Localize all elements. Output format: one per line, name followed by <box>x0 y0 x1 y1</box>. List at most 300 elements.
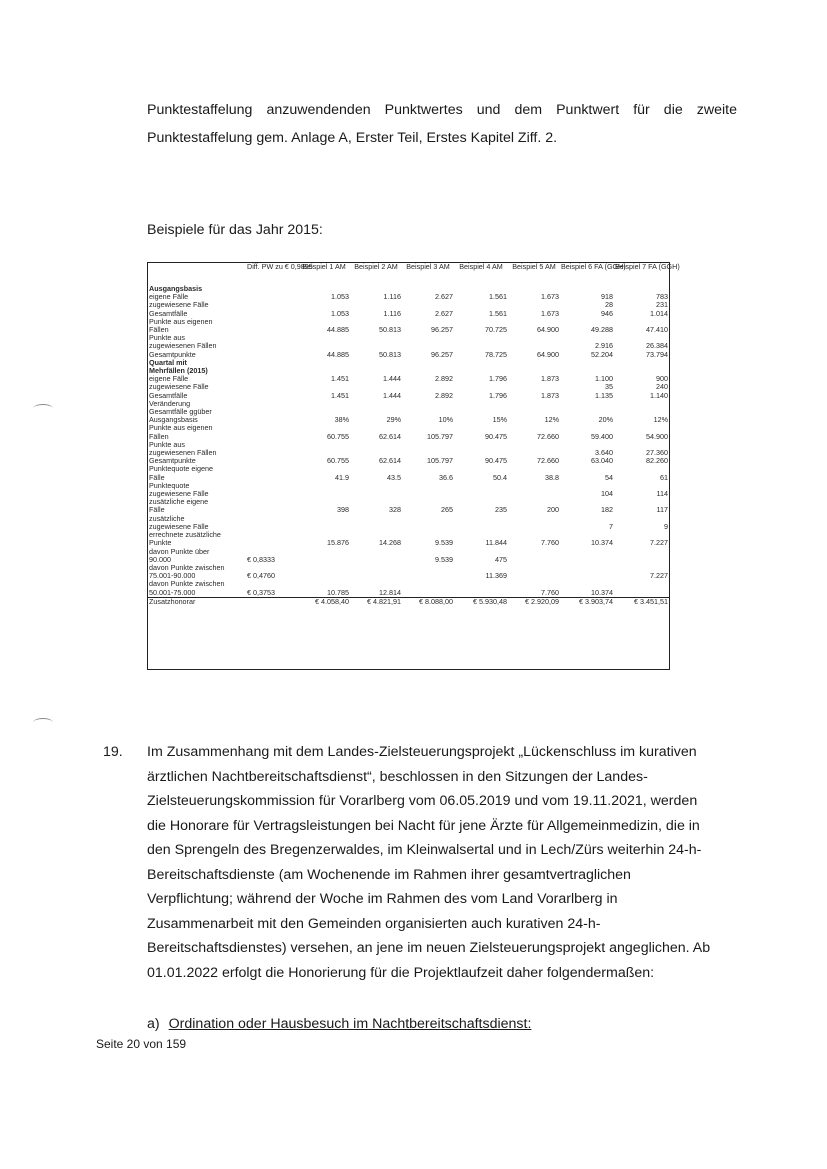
table-cell: 1.100 <box>595 374 613 384</box>
table-cell: 62.614 <box>379 431 401 441</box>
row-label: Gesamtfälle <box>149 390 188 400</box>
table-cell <box>454 359 508 367</box>
table-row <box>148 400 669 408</box>
table-cell: 12% <box>544 415 559 425</box>
table-row <box>148 457 669 465</box>
table-cell <box>246 375 298 383</box>
table-cell: 20% <box>598 415 613 425</box>
table-cell: 78.725 <box>485 349 507 359</box>
table-cell <box>402 441 454 449</box>
table-cell <box>246 424 298 432</box>
table-cell <box>246 474 298 482</box>
table-cell: 1.673 <box>541 292 559 302</box>
table-row <box>148 589 669 598</box>
row-label: zugewiesene Fälle <box>149 382 209 392</box>
table-cell: 12% <box>653 415 668 425</box>
row-label: Punkte aus <box>149 439 185 449</box>
table-cell: 9.539 <box>435 538 453 548</box>
table-row <box>148 556 669 564</box>
row-label: Fälle <box>149 472 165 482</box>
table-cell: 64.900 <box>537 325 559 335</box>
table-row <box>148 465 669 473</box>
table-cell <box>614 400 669 408</box>
table-row <box>148 359 669 367</box>
row-label: Punkte <box>149 538 172 548</box>
table-cell: 105.797 <box>427 431 453 441</box>
table-cell <box>246 400 298 408</box>
table-cell <box>614 556 669 564</box>
table-row <box>148 539 669 547</box>
table-row <box>148 408 669 416</box>
table-cell <box>298 441 350 449</box>
table-cell: 7 <box>609 521 613 531</box>
table-cell <box>298 523 350 531</box>
table-cell <box>350 490 402 498</box>
table-cell: € 3.451,51 <box>614 597 669 606</box>
row-label: zugewiesene Fälle <box>149 489 209 499</box>
table-cell <box>246 457 298 465</box>
table-cell: 2.892 <box>435 390 453 400</box>
table-cell: 1.451 <box>331 374 349 384</box>
table-cell <box>246 301 298 309</box>
table-cell: 2.892 <box>435 374 453 384</box>
row-label: Fällen <box>149 325 169 335</box>
table-cell: 26.384 <box>646 341 668 351</box>
sub-item-heading: Ordination oder Hausbesuch im Nachtbereitschaftsdienst: <box>168 1016 532 1032</box>
table-cell: 50.813 <box>379 325 401 335</box>
table-cell <box>402 589 454 598</box>
table-cell <box>298 400 350 408</box>
column-header: Beispiel 2 AM <box>354 262 398 271</box>
row-label: zusätzliche <box>149 513 185 523</box>
table-cell: 96.257 <box>431 349 453 359</box>
table-cell <box>508 359 560 367</box>
examples-table-grid <box>148 262 680 606</box>
intro-line: Punktestaffelung anzuwendenden Punktwertes und dem Punktwert für die zweite <box>147 102 737 118</box>
item-19-line: 01.01.2022 erfolgt die Honorierung für die Projektlaufzeit daher folgendermaßen: <box>147 964 655 981</box>
table-cell: 44.885 <box>327 349 349 359</box>
table-cell: 36.6 <box>439 472 453 482</box>
table-cell <box>350 523 402 531</box>
table-cell: 2.627 <box>435 292 453 302</box>
row-label: Punkte aus <box>149 333 185 343</box>
row-label: davon Punkte zwischen <box>149 562 225 572</box>
row-label: zugewiesene Fälle <box>149 521 209 531</box>
row-label: Fällen <box>149 431 169 441</box>
table-cell: € 8.088,00 <box>402 597 454 606</box>
table-cell <box>246 416 298 424</box>
table-row <box>148 367 669 375</box>
table-cell <box>560 564 614 572</box>
row-label: Veränderung <box>149 398 191 408</box>
table-row <box>148 301 669 309</box>
table-cell <box>508 482 560 490</box>
item-number: 19. <box>103 744 123 760</box>
table-cell: 918 <box>601 292 613 302</box>
row-label: Punkte aus eigenen <box>149 423 213 433</box>
row-label: eigene Fälle <box>149 374 189 384</box>
table-row <box>148 482 669 490</box>
table-cell: 1.444 <box>383 390 401 400</box>
table-cell: 29% <box>386 415 401 425</box>
table-cell <box>508 523 560 531</box>
table-cell <box>402 572 454 580</box>
table-cell <box>454 589 508 598</box>
table-cell <box>454 580 508 588</box>
table-cell <box>246 342 298 350</box>
row-label: Gesamtpunkte <box>149 456 196 466</box>
table-cell: 240 <box>656 382 668 392</box>
column-header: Beispiel 6 FA (GGH) <box>561 262 626 271</box>
table-row <box>148 433 669 441</box>
table-cell: 54 <box>605 472 613 482</box>
row-label: Ausgangsbasis <box>149 415 198 425</box>
table-cell: 15.876 <box>327 538 349 548</box>
item-19-line: Verpflichtung; während der Woche im Rahmen des vom Land Vorarlberg in <box>147 891 618 907</box>
row-label: Punkte aus eigenen <box>149 316 213 326</box>
table-cell: 73.794 <box>646 349 668 359</box>
table-cell: 398 <box>337 505 349 515</box>
table-cell <box>560 515 614 523</box>
table-cell <box>454 523 508 531</box>
row-label: 50.001-75.000 <box>149 587 196 597</box>
table-cell <box>246 318 298 326</box>
table-cell <box>454 400 508 408</box>
table-cell <box>246 515 298 523</box>
table-row <box>148 515 669 523</box>
table-cell <box>614 359 669 367</box>
table-row <box>148 310 669 318</box>
row-label: eigene Fälle <box>149 292 189 302</box>
table-cell <box>350 359 402 367</box>
table-cell: 475 <box>495 554 507 564</box>
table-cell <box>350 515 402 523</box>
table-cell <box>402 564 454 572</box>
table-cell <box>246 482 298 490</box>
examples-caption: Beispiele für das Jahr 2015: <box>147 222 323 238</box>
row-label: zugewiesenen Fällen <box>149 341 217 351</box>
row-label: zusätzliche eigene <box>149 497 209 507</box>
table-cell: 1.444 <box>383 374 401 384</box>
table-cell: 235 <box>495 505 507 515</box>
table-cell: 114 <box>656 489 668 499</box>
table-cell: 44.885 <box>327 325 349 335</box>
intro-paragraph <box>147 96 737 152</box>
scan-mark <box>33 404 53 413</box>
table-cell: 946 <box>601 308 613 318</box>
row-label: zugewiesenen Fällen <box>149 448 217 458</box>
table-cell <box>454 482 508 490</box>
table-cell <box>246 498 298 506</box>
table-cell: 41.9 <box>335 472 349 482</box>
table-cell <box>298 515 350 523</box>
table-cell: 35 <box>605 382 613 392</box>
table-cell <box>614 548 669 556</box>
table-cell <box>508 548 560 556</box>
table-cell <box>246 310 298 318</box>
table-cell <box>350 482 402 490</box>
table-row <box>148 416 669 424</box>
table-cell: 47.410 <box>646 325 668 335</box>
table-cell: 60.755 <box>327 431 349 441</box>
table-cell <box>402 523 454 531</box>
table-cell: 82.260 <box>646 456 668 466</box>
row-label: Fälle <box>149 505 165 515</box>
table-cell <box>350 572 402 580</box>
table-cell <box>402 359 454 367</box>
table-cell: 1.873 <box>541 390 559 400</box>
row-label: Punktequote eigene <box>149 464 213 474</box>
table-cell <box>350 548 402 556</box>
table-row <box>148 334 669 342</box>
table-cell <box>508 334 560 342</box>
table-cell <box>246 285 298 293</box>
column-header <box>148 263 246 285</box>
table-row <box>148 441 669 449</box>
table-cell <box>298 556 350 564</box>
table-row <box>148 597 669 606</box>
table-cell <box>560 556 614 564</box>
table-cell: 7.760 <box>541 587 559 597</box>
row-label: errechnete zusätzliche <box>149 530 221 540</box>
table-row <box>148 548 669 556</box>
table-cell <box>508 441 560 449</box>
table-cell: 27.360 <box>646 448 668 458</box>
table-cell <box>454 515 508 523</box>
table-cell <box>298 359 350 367</box>
table-cell: 14.268 <box>379 538 401 548</box>
table-cell: 59.400 <box>591 431 613 441</box>
row-label: davon Punkte zwischen <box>149 579 225 589</box>
table-cell: 105.797 <box>427 456 453 466</box>
table-cell: 328 <box>389 505 401 515</box>
table-cell: 49.288 <box>591 325 613 335</box>
table-cell <box>614 589 669 598</box>
table-cell <box>246 433 298 441</box>
row-label: davon Punkte über <box>149 546 210 556</box>
table-cell: 3.640 <box>595 448 613 458</box>
table-cell: € 2.920,09 <box>508 597 560 606</box>
table-cell: 2.627 <box>435 308 453 318</box>
table-cell: 7.227 <box>650 538 668 548</box>
table-cell: 1.053 <box>331 292 349 302</box>
table-cell <box>298 548 350 556</box>
table-cell <box>246 392 298 400</box>
table-cell <box>508 556 560 564</box>
table-cell: 1.873 <box>541 374 559 384</box>
table-cell: 54.900 <box>646 431 668 441</box>
table-cell: 90.475 <box>485 456 507 466</box>
item-19-line: den Sprengeln des Bregenzerwaldes, im Kleinwalsertal und in Lech/Zürs weiterhin 24-h- <box>147 842 702 858</box>
item-19-line: die Honorare für Vertragsleistungen bei Nacht für jene Ärzte für Allgemeinmedizin, die in <box>147 817 700 834</box>
table-row <box>148 375 669 383</box>
table-cell: 10.374 <box>591 538 613 548</box>
table-cell: 7.760 <box>541 538 559 548</box>
table-cell: 63.040 <box>591 456 613 466</box>
row-label: Quartal mit <box>149 357 187 367</box>
table-cell: 10.785 <box>327 587 349 597</box>
table-row <box>148 351 669 359</box>
table-row <box>148 392 669 400</box>
item-19-line: Bereitschaftsdienste (am Wochenende im Rahmen ihrer gesamtvertraglichen <box>147 866 631 883</box>
table-cell: 60.755 <box>327 456 349 466</box>
table-cell <box>454 441 508 449</box>
table-cell: 1.053 <box>331 308 349 318</box>
table-cell: 10.374 <box>591 587 613 597</box>
table-cell <box>350 441 402 449</box>
table-cell <box>246 506 298 514</box>
table-cell: 265 <box>441 505 453 515</box>
table-cell: 15% <box>492 415 507 425</box>
item-19-paragraph <box>147 740 737 985</box>
table-cell <box>246 523 298 531</box>
table-cell <box>454 490 508 498</box>
table-cell: 64.900 <box>537 349 559 359</box>
table-cell <box>508 564 560 572</box>
table-cell: 11.369 <box>485 571 507 581</box>
table-cell: 38% <box>334 415 349 425</box>
table-row <box>148 498 669 506</box>
table-cell <box>246 326 298 334</box>
item-19-line: Im Zusammenhang mit dem Landes-Zielsteuerungsprojekt „Lückenschluss im kurativen <box>147 744 697 760</box>
table-row <box>148 383 669 391</box>
table-cell <box>402 490 454 498</box>
table-cell: 9.539 <box>435 554 453 564</box>
table-cell <box>246 531 298 539</box>
table-cell: 1.135 <box>595 390 613 400</box>
table-cell: 182 <box>601 505 613 515</box>
table-cell <box>298 572 350 580</box>
table-cell <box>508 400 560 408</box>
table-cell <box>402 482 454 490</box>
table-cell: 43.5 <box>387 472 401 482</box>
row-label: zugewiesene Fälle <box>149 300 209 310</box>
table-cell <box>246 383 298 391</box>
table-cell <box>614 515 669 523</box>
table-cell <box>246 367 298 375</box>
table-cell: 70.725 <box>485 325 507 335</box>
table-cell <box>246 408 298 416</box>
table-cell <box>350 556 402 564</box>
table-row <box>148 490 669 498</box>
table-cell <box>350 564 402 572</box>
table-cell <box>298 482 350 490</box>
table-cell <box>246 359 298 367</box>
table-cell: 1.561 <box>489 308 507 318</box>
table-cell <box>246 490 298 498</box>
table-cell: 50.813 <box>379 349 401 359</box>
table-cell: 72.660 <box>537 431 559 441</box>
table-row <box>148 293 669 301</box>
table-cell <box>402 580 454 588</box>
table-cell: 72.660 <box>537 456 559 466</box>
table-cell: 52.204 <box>591 349 613 359</box>
table-cell <box>402 334 454 342</box>
table-cell <box>614 580 669 588</box>
row-label: Mehrfällen (2015) <box>149 366 208 376</box>
table-cell <box>350 400 402 408</box>
row-label: 75.001-90.000 <box>149 571 196 581</box>
table-cell: 231 <box>656 300 668 310</box>
table-cell <box>508 490 560 498</box>
column-header: Diff. PW zu € 0,9895 <box>247 262 313 271</box>
intro-line: Punktestaffelung gem. Anlage A, Erster Teil, Erstes Kapitel Ziff. 2. <box>147 130 558 146</box>
table-cell: 1.116 <box>383 308 401 318</box>
table-cell: € 0,4760 <box>247 571 275 581</box>
row-label: Gesamtfälle ggüber <box>149 407 212 417</box>
table-cell: € 0,3753 <box>247 587 275 597</box>
table-row <box>148 285 669 293</box>
table-cell: 50.4 <box>493 472 507 482</box>
table-cell <box>246 351 298 359</box>
table-row <box>148 572 669 580</box>
column-header: Beispiel 4 AM <box>459 262 503 271</box>
row-label: 90.000 <box>149 554 171 564</box>
row-label: Ausgangsbasis <box>149 284 203 293</box>
table-cell <box>560 359 614 367</box>
table-cell <box>246 293 298 301</box>
table-cell: 90.475 <box>485 431 507 441</box>
table-cell: 61 <box>660 472 668 482</box>
table-row <box>148 506 669 514</box>
table-row <box>148 523 669 531</box>
table-cell <box>298 564 350 572</box>
row-label: Gesamtfälle <box>149 308 188 318</box>
table-cell: 1.014 <box>650 308 668 318</box>
table-row <box>148 474 669 482</box>
table-cell: 62.614 <box>379 456 401 466</box>
table-cell: 1.561 <box>489 292 507 302</box>
table-cell <box>246 441 298 449</box>
examples-table <box>147 262 680 670</box>
page-footer: Seite 20 von 159 <box>96 1037 187 1051</box>
table-cell <box>246 539 298 547</box>
table-cell <box>350 334 402 342</box>
table-cell: 9 <box>664 521 668 531</box>
table-cell: 104 <box>601 489 613 499</box>
table-cell <box>560 400 614 408</box>
table-cell <box>560 572 614 580</box>
sub-item-a <box>147 1014 531 1034</box>
column-header: Beispiel 1 AM <box>302 262 346 271</box>
table-cell: 10% <box>438 415 453 425</box>
table-cell <box>402 400 454 408</box>
table-cell: 200 <box>547 505 559 515</box>
table-cell: € 4.821,91 <box>350 597 402 606</box>
sub-item-marker: a) <box>147 1016 160 1032</box>
table-cell: 1.796 <box>489 390 507 400</box>
table-cell: 2.916 <box>595 341 613 351</box>
column-header: Beispiel 5 AM <box>512 262 556 271</box>
table-cell: 7.227 <box>650 571 668 581</box>
item-19-line: Bereitschaftsdienstes) versehen, an jene im neuen Zielsteuerungsprojekt angeglichen. Ab <box>147 940 711 956</box>
table-cell: 1.116 <box>383 292 401 302</box>
table-cell <box>246 334 298 342</box>
table-cell: 117 <box>656 505 668 515</box>
table-row <box>148 326 669 334</box>
table-row <box>148 564 669 572</box>
column-header: Beispiel 3 AM <box>406 262 450 271</box>
table-cell: € 5.930,48 <box>454 597 508 606</box>
table-cell <box>246 465 298 473</box>
table-cell <box>298 490 350 498</box>
table-cell: 783 <box>656 292 668 302</box>
table-cell: 28 <box>605 300 613 310</box>
table-cell <box>560 548 614 556</box>
table-cell: 1.673 <box>541 308 559 318</box>
item-19-line: Zusammenarbeit mit den Gemeinden organisierten auch kurativen 24-h- <box>147 915 601 932</box>
table-cell: 12.814 <box>379 587 401 597</box>
